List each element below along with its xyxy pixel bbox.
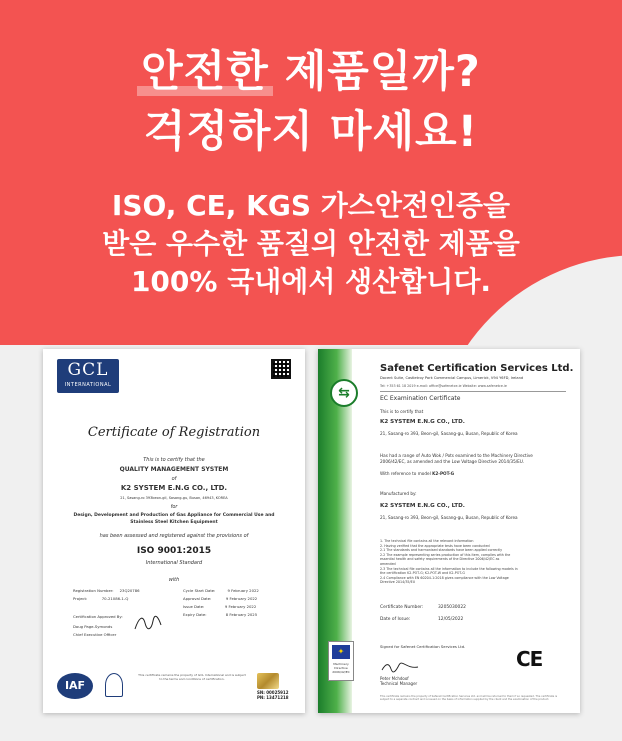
cycle-start-row: Cycle Start Date: 9 February 2022 [183, 588, 259, 593]
certificate-footer: This certificate remains the property of Safenet Certification Services Ltd. and will be returned to them if so requested. The certificate is subject to a separate contract and is issued on the basis of information supplied by the client and the examination of the product. [380, 695, 558, 702]
company-address: 21, Sasang-ro 393, Beon-gil, Sasang-gu, Busan, Republic of Korea [380, 431, 518, 436]
approval-date-row: Approval Date: 9 February 2022 [183, 596, 258, 601]
approved-by-label: Certification Approved By: [73, 614, 123, 619]
iaf-logo: IAF [57, 673, 93, 699]
issuer-name: Safenet Certification Services Ltd. [380, 363, 574, 374]
scope-line-2: Stainless Steel Kitchen Equipment [130, 520, 218, 525]
eu-flag-icon: ✦ [332, 645, 350, 659]
hologram-seal-icon [257, 673, 279, 689]
certificate-number-row: Certificate Number: 3205030022 [380, 605, 466, 610]
expiry-date-row: Expiry Date: 8 February 2025 [183, 612, 258, 617]
manufacturer-address: 21, Sasang-ro 393, Beon-gil, Sasang-gu, Busan, Republic of Korea [380, 515, 518, 520]
manufacturer-name: K2 SYSTEM E.N.G CO., LTD. [380, 503, 465, 509]
note-item: 2.4 Compliance with EN 60204-1:2018 gives compliance with the Low Voltage [380, 575, 509, 580]
headline-line-1-rest: 제품일까? [268, 47, 481, 97]
issuer-contact: Tel: +353 61 18 2019 e-mail: office@safenetce.ie Website: www.safenetce.ie [380, 384, 507, 388]
certificate-title: Certificate of Registration [87, 425, 261, 440]
model-name: K2-POT-G [432, 471, 455, 476]
system-name: QUALITY MANAGEMENT SYSTEM [119, 466, 229, 473]
headline-line-1 [0, 44, 622, 100]
date-of-issue-row: Date of Issue: 12/05/2022 [380, 617, 464, 622]
gcl-logo-text: GCL [67, 360, 109, 380]
signature-icon [380, 661, 420, 673]
safenet-ce-certificate [318, 349, 580, 713]
gcl-logo-subtext: INTERNATIONAL [64, 382, 112, 388]
subheadline-line-2: 받은 우수한 품질의 안전한 제품을 [102, 227, 520, 260]
range-line-1: Has had a range of Auto Wok / Pots examined to the Machinery Directive [380, 453, 533, 458]
headline-highlight: 안전한 [141, 44, 269, 100]
scope-line-1: Design, Development and Production of Gas Appliance for Commercial Use and [73, 513, 275, 518]
for-text: for [170, 504, 178, 510]
examination-notes [380, 539, 570, 585]
company-name: K2 SYSTEM E.N.G CO., LTD. [380, 419, 465, 425]
registration-number-row: Registration Number: 23Q20786 [73, 588, 140, 593]
iso-standard: ISO 9001:2015 [136, 546, 212, 556]
print-number: PN: 13471218 [257, 695, 289, 700]
accreditation-footer [57, 673, 291, 701]
model-reference: With reference to model K2-POT-G [380, 471, 455, 476]
header-divider [380, 391, 566, 392]
range-line-2: 2006/42/EC, as amended and the Low Voltage Directive 2014/35/EU. [380, 459, 525, 464]
note-item: 2.2 The example representing series production of this item, complies with the [380, 552, 511, 557]
serial-number: SN: 00025912 [257, 690, 289, 695]
issuer-address: Docent Suite, Castletroy Park Commercial Campus, Limerick, V94 Y6FD, Ireland [380, 376, 524, 380]
of-text: of [171, 476, 177, 482]
certify-intro: This is to certify that the [143, 457, 205, 463]
subheadline-line-3: 100% 국내에서 생산합니다. [130, 265, 492, 298]
signer-role: Technical Manager [380, 681, 418, 686]
eu-badge-caption: Machinery Directive 2006/42/EC [332, 662, 350, 674]
note-item: amended [380, 561, 396, 566]
fine-print: This certificate remains the property of GCL International and is subject to the terms and conditions of certification. [138, 673, 246, 681]
note-item: 2.3 The technical file contains all the information to include the following models in [380, 566, 518, 571]
safenet-logo-icon: ⇆ [330, 379, 358, 407]
signed-for-text: Signed for Safenet Certification Services Ltd. [380, 644, 466, 649]
note-item: 1. The technical file contains all the relevant information [380, 539, 474, 543]
headline-line-2: 걱정하지 마세요! [143, 107, 479, 157]
signer-name: Doug Page-Symonds [73, 624, 113, 629]
company-name: K2 SYSTEM E.N.G CO., LTD. [120, 484, 228, 492]
project-row: Project: 70-21086-1-Q [73, 596, 129, 601]
certify-text: This is to certify that [380, 409, 424, 414]
ukas-crown-icon [105, 673, 123, 697]
signer-role: Chief Executive Officer [73, 632, 117, 637]
issue-date-row: Issue Date: 9 February 2022 [183, 604, 257, 609]
note-item: the certification K2-POT-G; K2-POT-W and K2-POT-G [380, 571, 465, 576]
note-item: 2.1 The standards and harmonised standards have been applied correctly [380, 548, 503, 553]
with-text: with [168, 577, 180, 583]
gcl-logo [57, 359, 119, 393]
document-type: EC Examination Certificate [380, 395, 461, 402]
note-item: 2. Having verified that the appropriate tests have been conducted [380, 543, 490, 548]
date-of-issue: 12/05/2022 [438, 617, 464, 622]
eu-machinery-badge [328, 641, 354, 681]
note-item: essential health and safety requirements of the Directive 2006/42/EC as [380, 557, 500, 562]
qr-code-icon [271, 359, 291, 379]
subheadline-line-1: ISO, CE, KGS 가스안전인증을 [111, 189, 511, 222]
company-address: 21, Sasang-ro 393beon-gil, Sasang-gu, Busan, 46943, KOREA [120, 496, 228, 500]
ce-mark: CE [516, 647, 543, 671]
gcl-iso-certificate [43, 349, 305, 713]
note-item: Directive 2014/35/EU [380, 580, 416, 585]
manufactured-by-label: Manufactured by: [380, 491, 417, 496]
certificate-number: 3205030022 [438, 605, 466, 610]
assessed-text: has been assessed and registered against the provisions of [99, 533, 249, 539]
signature-icon [133, 613, 163, 633]
signer-name: Peter Mchdoof [380, 676, 409, 681]
serial-numbers [257, 690, 289, 700]
international-standard: International Standard [145, 560, 203, 566]
